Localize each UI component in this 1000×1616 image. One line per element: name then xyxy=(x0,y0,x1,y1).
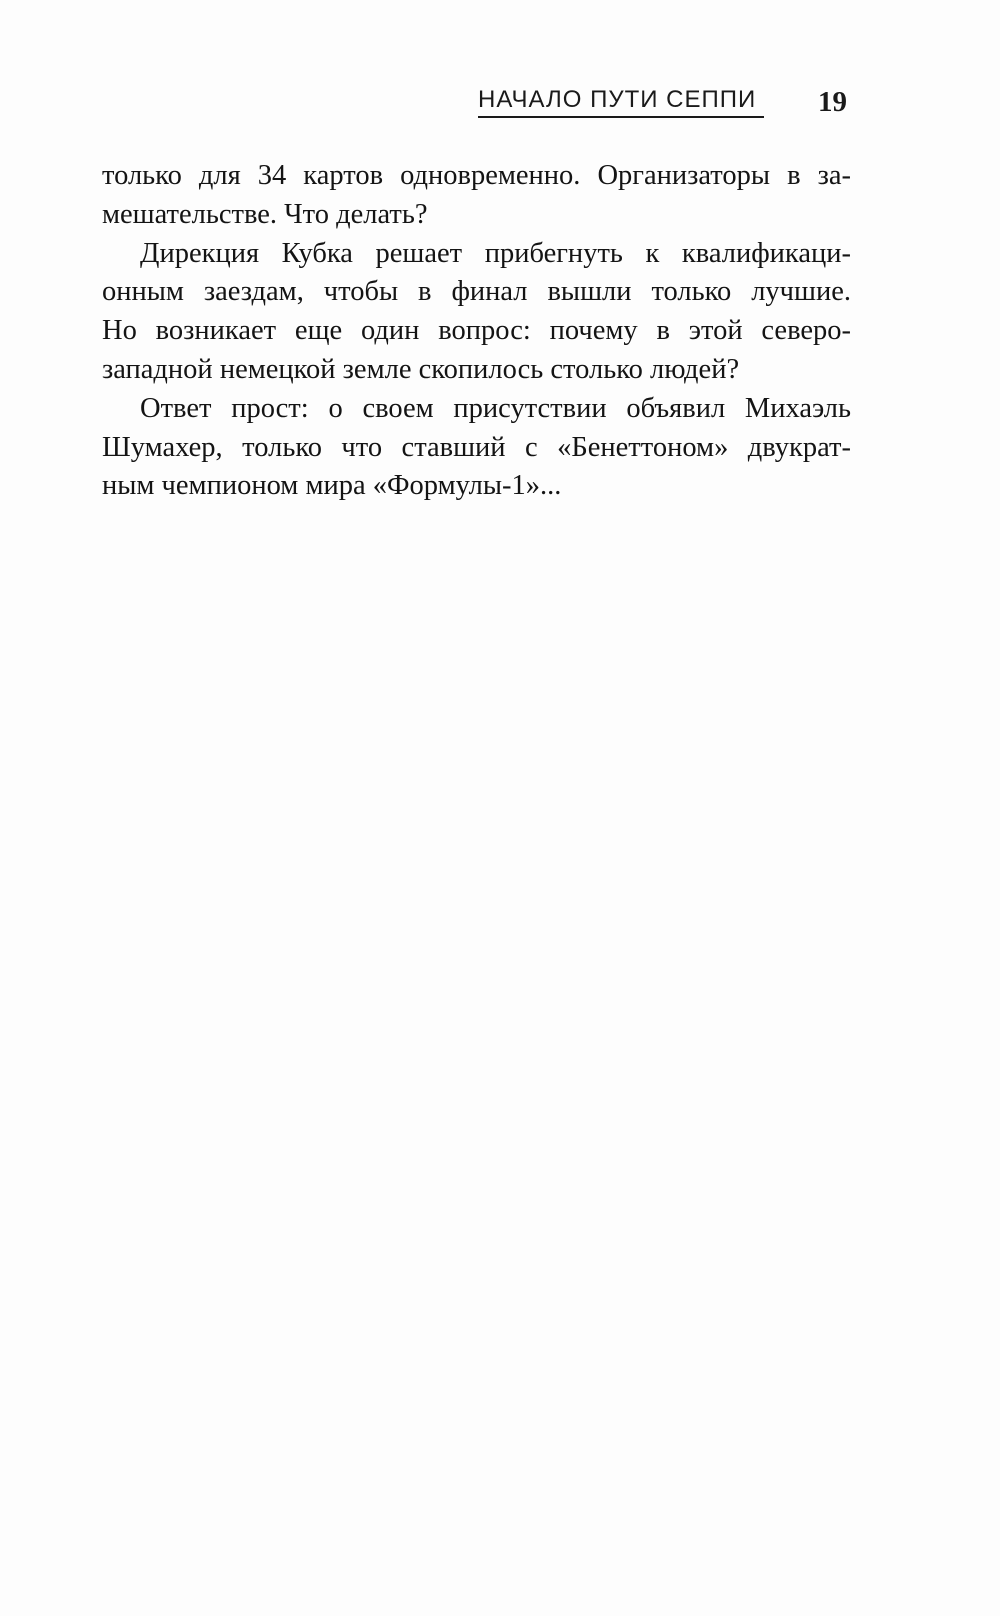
body-text xyxy=(102,157,851,506)
text-line: Шумахер, только что ставший с «Бенеттоном» двукрат- xyxy=(102,431,851,463)
text-line: западной немецкой земле скопилось столько людей? xyxy=(102,353,740,385)
text-line: онным заездам, чтобы в финал вышли только лучшие. xyxy=(102,276,851,308)
text-line: мешательстве. Что делать? xyxy=(102,198,428,230)
text-line: Ответ прост: о своем присутствии объявил Михаэль xyxy=(140,392,851,424)
text-line: Но возникает еще один вопрос: почему в этой северо- xyxy=(102,315,851,347)
text-line: только для 34 картов одновременно. Организаторы в за- xyxy=(102,160,851,191)
running-head-title: НАЧАЛО ПУТИ СЕППИ xyxy=(478,86,764,118)
page-number: 19 xyxy=(818,86,847,118)
text-line: ным чемпионом мира «Формулы-1»... xyxy=(102,470,562,502)
text-line: Дирекция Кубка решает прибегнуть к квалификаци- xyxy=(140,237,851,269)
